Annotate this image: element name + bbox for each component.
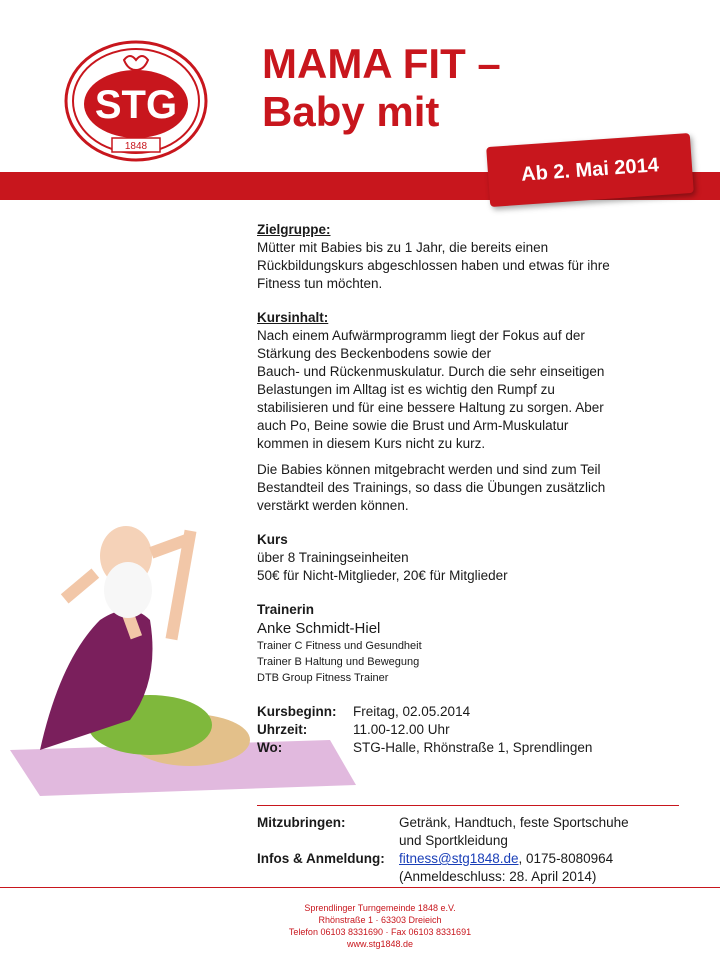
kurs-label: Kurs xyxy=(257,532,288,547)
footer-line: Sprendlinger Turngemeinde 1848 e.V. xyxy=(304,903,456,913)
kurs-line: 50€ für Nicht-Mitglieder, 20€ für Mitglieder xyxy=(257,568,508,583)
trainerin-qual: Trainer C Fitness und Gesundheit xyxy=(257,640,422,652)
zielgruppe-label: Zielgruppe: xyxy=(257,222,331,237)
kursinhalt-line: Belastungen im Alltag ist es wichtig den Rumpf zu xyxy=(257,382,555,397)
email-link[interactable]: fitness@stg1848.de xyxy=(399,851,519,866)
babies-line: Bestandteil des Trainings, so dass die Übungen zusätzlich xyxy=(257,480,606,495)
section-babies xyxy=(257,461,697,515)
schedule-row xyxy=(257,721,592,739)
divider-bottom xyxy=(0,887,720,888)
footer-website[interactable]: www.stg1848.de xyxy=(346,939,414,949)
kursinhalt-line: auch Po, Beine sowie die Brust und Arm-Muskulatur xyxy=(257,418,569,433)
schedule-value: STG-Halle, Rhönstraße 1, Sprendlingen xyxy=(353,740,593,755)
section-zielgruppe xyxy=(257,221,697,293)
phone-number: , 0175-8080964 xyxy=(518,851,614,866)
mitbringen-line: und Sportkleidung xyxy=(399,833,508,848)
deadline-text: (Anmeldeschluss: 28. April 2014) xyxy=(399,869,597,884)
schedule-value: 11.00-12.00 Uhr xyxy=(353,722,450,737)
schedule-key: Kursbeginn: xyxy=(257,704,337,719)
footer-address xyxy=(180,902,580,950)
club-logo xyxy=(64,40,208,162)
page-title xyxy=(262,40,501,136)
babies-line: verstärkt werden können. xyxy=(257,498,409,513)
kursinhalt-line: stabilisieren und für eine bessere Haltung zu sorgen. Aber xyxy=(257,400,604,415)
logo-letters: STG xyxy=(94,83,178,127)
mitbringen-key: Mitzubringen: xyxy=(257,815,346,830)
schedule-key: Wo: xyxy=(257,740,283,755)
zielgruppe-line: Rückbildungskurs abgeschlossen haben und etwas für ihre xyxy=(257,258,610,273)
kurs-line: über 8 Trainingseinheiten xyxy=(257,550,409,565)
logo-year: 1848 xyxy=(124,141,148,152)
schedule-block xyxy=(257,703,592,757)
zielgruppe-line: Fitness tun möchten. xyxy=(257,276,383,291)
section-kursinhalt xyxy=(257,309,697,453)
title-line-2: Baby mit xyxy=(262,88,440,135)
mitbringen-line: Getränk, Handtuch, feste Sportschuhe xyxy=(399,815,629,830)
divider-top xyxy=(257,805,679,806)
kursinhalt-line: kommen in diesem Kurs nicht zu kurz. xyxy=(257,436,486,451)
trainerin-qual: Trainer B Haltung und Bewegung xyxy=(257,656,420,668)
footer-line: Telefon 06103 8331690 · Fax 06103 8331691 xyxy=(288,927,472,937)
kursinhalt-label: Kursinhalt: xyxy=(257,310,329,325)
schedule-key: Uhrzeit: xyxy=(257,722,308,737)
kursinhalt-line: Bauch- und Rückenmuskulatur. Durch die sehr einseitigen xyxy=(257,364,605,379)
mitbringen-value xyxy=(399,814,629,850)
section-kurs xyxy=(257,531,697,585)
babies-line: Die Babies können mitgebracht werden und sind zum Teil xyxy=(257,462,601,477)
course-description xyxy=(257,221,697,686)
zielgruppe-line: Mütter mit Babies bis zu 1 Jahr, die bereits einen xyxy=(257,240,549,255)
mitbringen-row xyxy=(257,814,697,850)
kursinhalt-line: Nach einem Aufwärmprogramm liegt der Fokus auf der xyxy=(257,328,585,343)
schedule-row xyxy=(257,739,592,757)
trainerin-qual: DTB Group Fitness Trainer xyxy=(257,672,389,684)
anmeldung-value xyxy=(399,850,613,886)
anmeldung-row xyxy=(257,850,697,886)
footer-line: Rhönstraße 1 · 63303 Dreieich xyxy=(318,915,442,925)
anmeldung-key: Infos & Anmeldung: xyxy=(257,851,385,866)
trainerin-label: Trainerin xyxy=(257,602,315,617)
kursinhalt-line: Stärkung des Beckenbodens sowie der xyxy=(257,346,492,361)
start-date-badge: Ab 2. Mai 2014 xyxy=(486,133,694,207)
registration-block xyxy=(257,814,697,886)
schedule-row xyxy=(257,703,592,721)
schedule-value: Freitag, 02.05.2014 xyxy=(353,704,471,719)
title-line-1: MAMA FIT – xyxy=(262,40,501,87)
trainerin-name: Anke Schmidt-Hiel xyxy=(257,620,381,637)
section-trainerin xyxy=(257,601,697,686)
